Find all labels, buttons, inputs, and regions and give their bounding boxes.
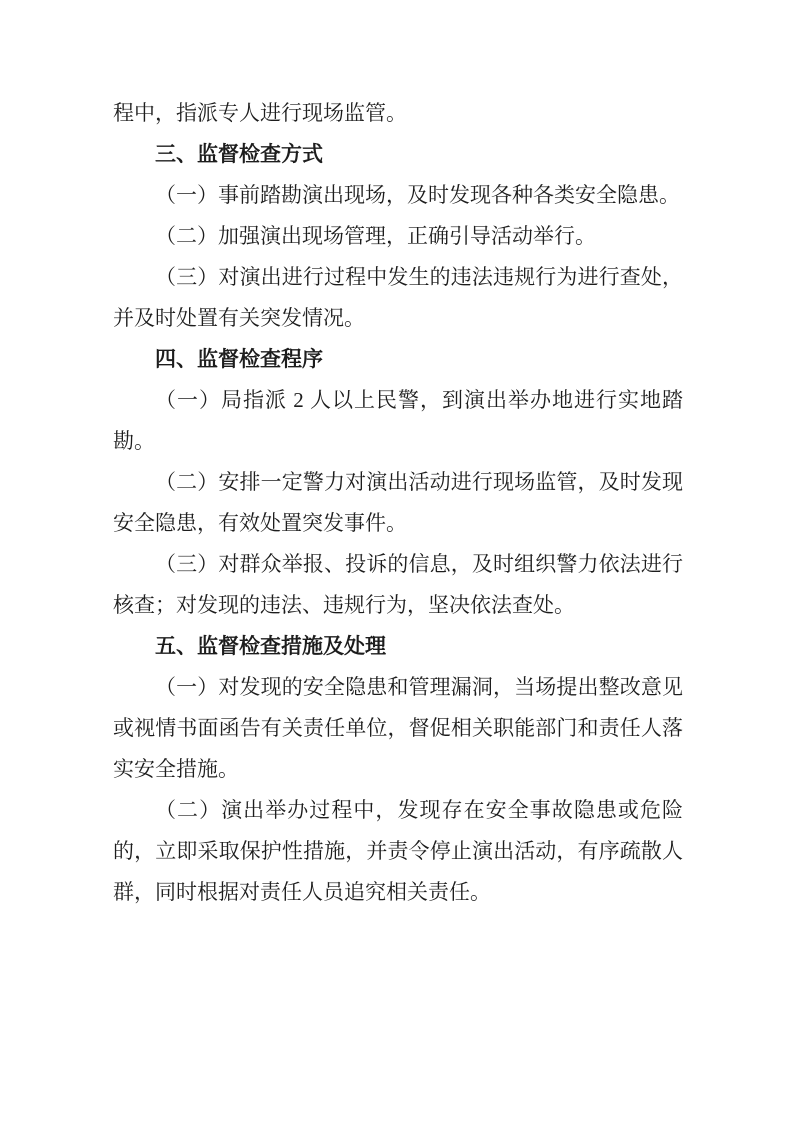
document-body [113,93,683,913]
heading-section-4: 四、监督检查程序 [155,348,323,371]
paragraph-continuation: 程中，指派专人进行现场监管。 [113,101,407,125]
paragraph-section-3-item-2: （二）加强演出现场管理，正确引导活动举行。 [155,224,596,248]
paragraph-section-4-item-1: （一）局指派 2 人以上民警，到演出举办地进行实地踏勘。 [113,388,683,453]
paragraph-section-5-item-2: （二）演出举办过程中，发现存在安全事故隐患或危险的，立即采取保护性措施，并责令停止演出活动，有序疏散人群，同时根据对责任人员追究相关责任。 [113,798,683,904]
heading-section-3: 三、监督检查方式 [155,143,323,166]
paragraph-section-3-item-3: （三）对演出进行过程中发生的违法违规行为进行查处，并及时处置有关突发情况。 [113,265,683,330]
paragraph-section-5-item-1: （一）对发现的安全隐患和管理漏洞，当场提出整改意见或视情书面函告有关责任单位，督促相关职能部门和责任人落实安全措施。 [113,675,683,781]
paragraph-section-3-item-1: （一）事前踏勘演出现场，及时发现各种各类安全隐患。 [155,183,680,207]
heading-section-5: 五、监督检查措施及处理 [155,635,386,658]
paragraph-section-4-item-3: （三）对群众举报、投诉的信息，及时组织警力依法进行核查；对发现的违法、违规行为，坚决依法查处。 [113,552,683,617]
paragraph-section-4-item-2: （二）安排一定警力对演出活动进行现场监管，及时发现安全隐患，有效处置突发事件。 [113,470,683,535]
